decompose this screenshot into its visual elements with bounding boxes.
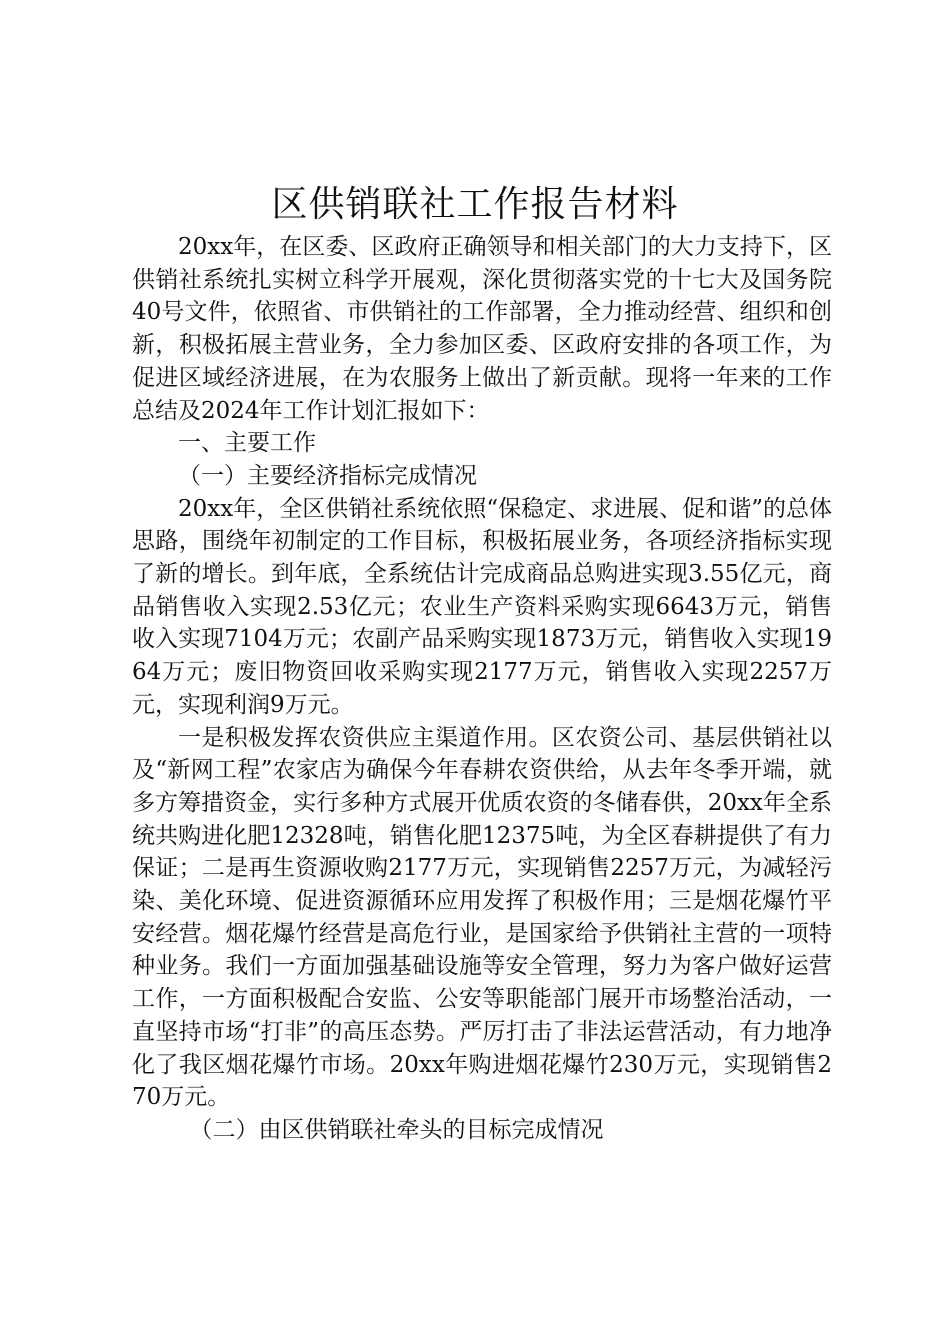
paragraph-business-details: 一是积极发挥农资供应主渠道作用。区农资公司、基层供销社以及“新网工程”农家店为确保今年春耕农资供给，从去年冬季开端，就多方筹措资金，实行多种方式展开优质农资的冬储春供，20xx年全系统共购进化肥12328吨，销售化肥12375吨，为全区春耕提供了有力保证；二是再生资源收购2177万元，实现销售2257万元，为减轻污染、美化环境、促进资源循环应用发挥了积极作用；三是烟花爆竹平安经营。烟花爆竹经营是高危行业，是国家给予供销社主营的一项特种业务。我们一方面加强基础设施等安全管理，努力为客户做好运营工作，一方面积极配合安监、公安等职能部门展开市场整治活动，一直坚持市场“打非”的高压态势。严厉打击了非法运营活动，有力地净化了我区烟花爆竹市场。20xx年购进烟花爆竹230万元，实现销售270万元。 <box>132 724 832 1111</box>
paragraph-intro: 20xx年，在区委、区政府正确领导和相关部门的大力支持下，区供销社系统扎实树立科学开展观，深化贯彻落实党的十七大及国务院40号文件，依照省、市供销社的工作部署，全力推动经营、组织和创新，积极拓展主营业务，全力参加区委、区政府安排的各项工作，为促进区域经济进展，在为农服务上做出了新贡献。现将一年来的工作总结及2024年工作计划汇报如下： <box>132 234 832 424</box>
subsection-heading-target-completion: （二）由区供销联社牵头的目标完成情况 <box>189 1116 604 1143</box>
paragraph-economic-indicators: 20xx年，全区供销社系统依照“保稳定、求进展、促和谐”的总体思路，围绕年初制定的工作目标，积极拓展业务，各项经济指标实现了新的增长。到年底，全系统估计完成商品总购进实现3.55亿元，商品销售收入实现2.53亿元；农业生产资料采购实现6643万元，销售收入实现7104万元；农副产品采购实现1873万元，销售收入实现1964万元；废旧物资回收采购实现2177万元，销售收入实现2257万元，实现利润9万元。 <box>132 495 832 718</box>
document-body <box>132 231 832 1147</box>
subsection-heading-economic-indicators: （一）主要经济指标完成情况 <box>178 462 477 489</box>
document-title: 区供销联社工作报告材料 <box>271 184 679 225</box>
section-heading-main-work: 一、主要工作 <box>178 430 316 457</box>
